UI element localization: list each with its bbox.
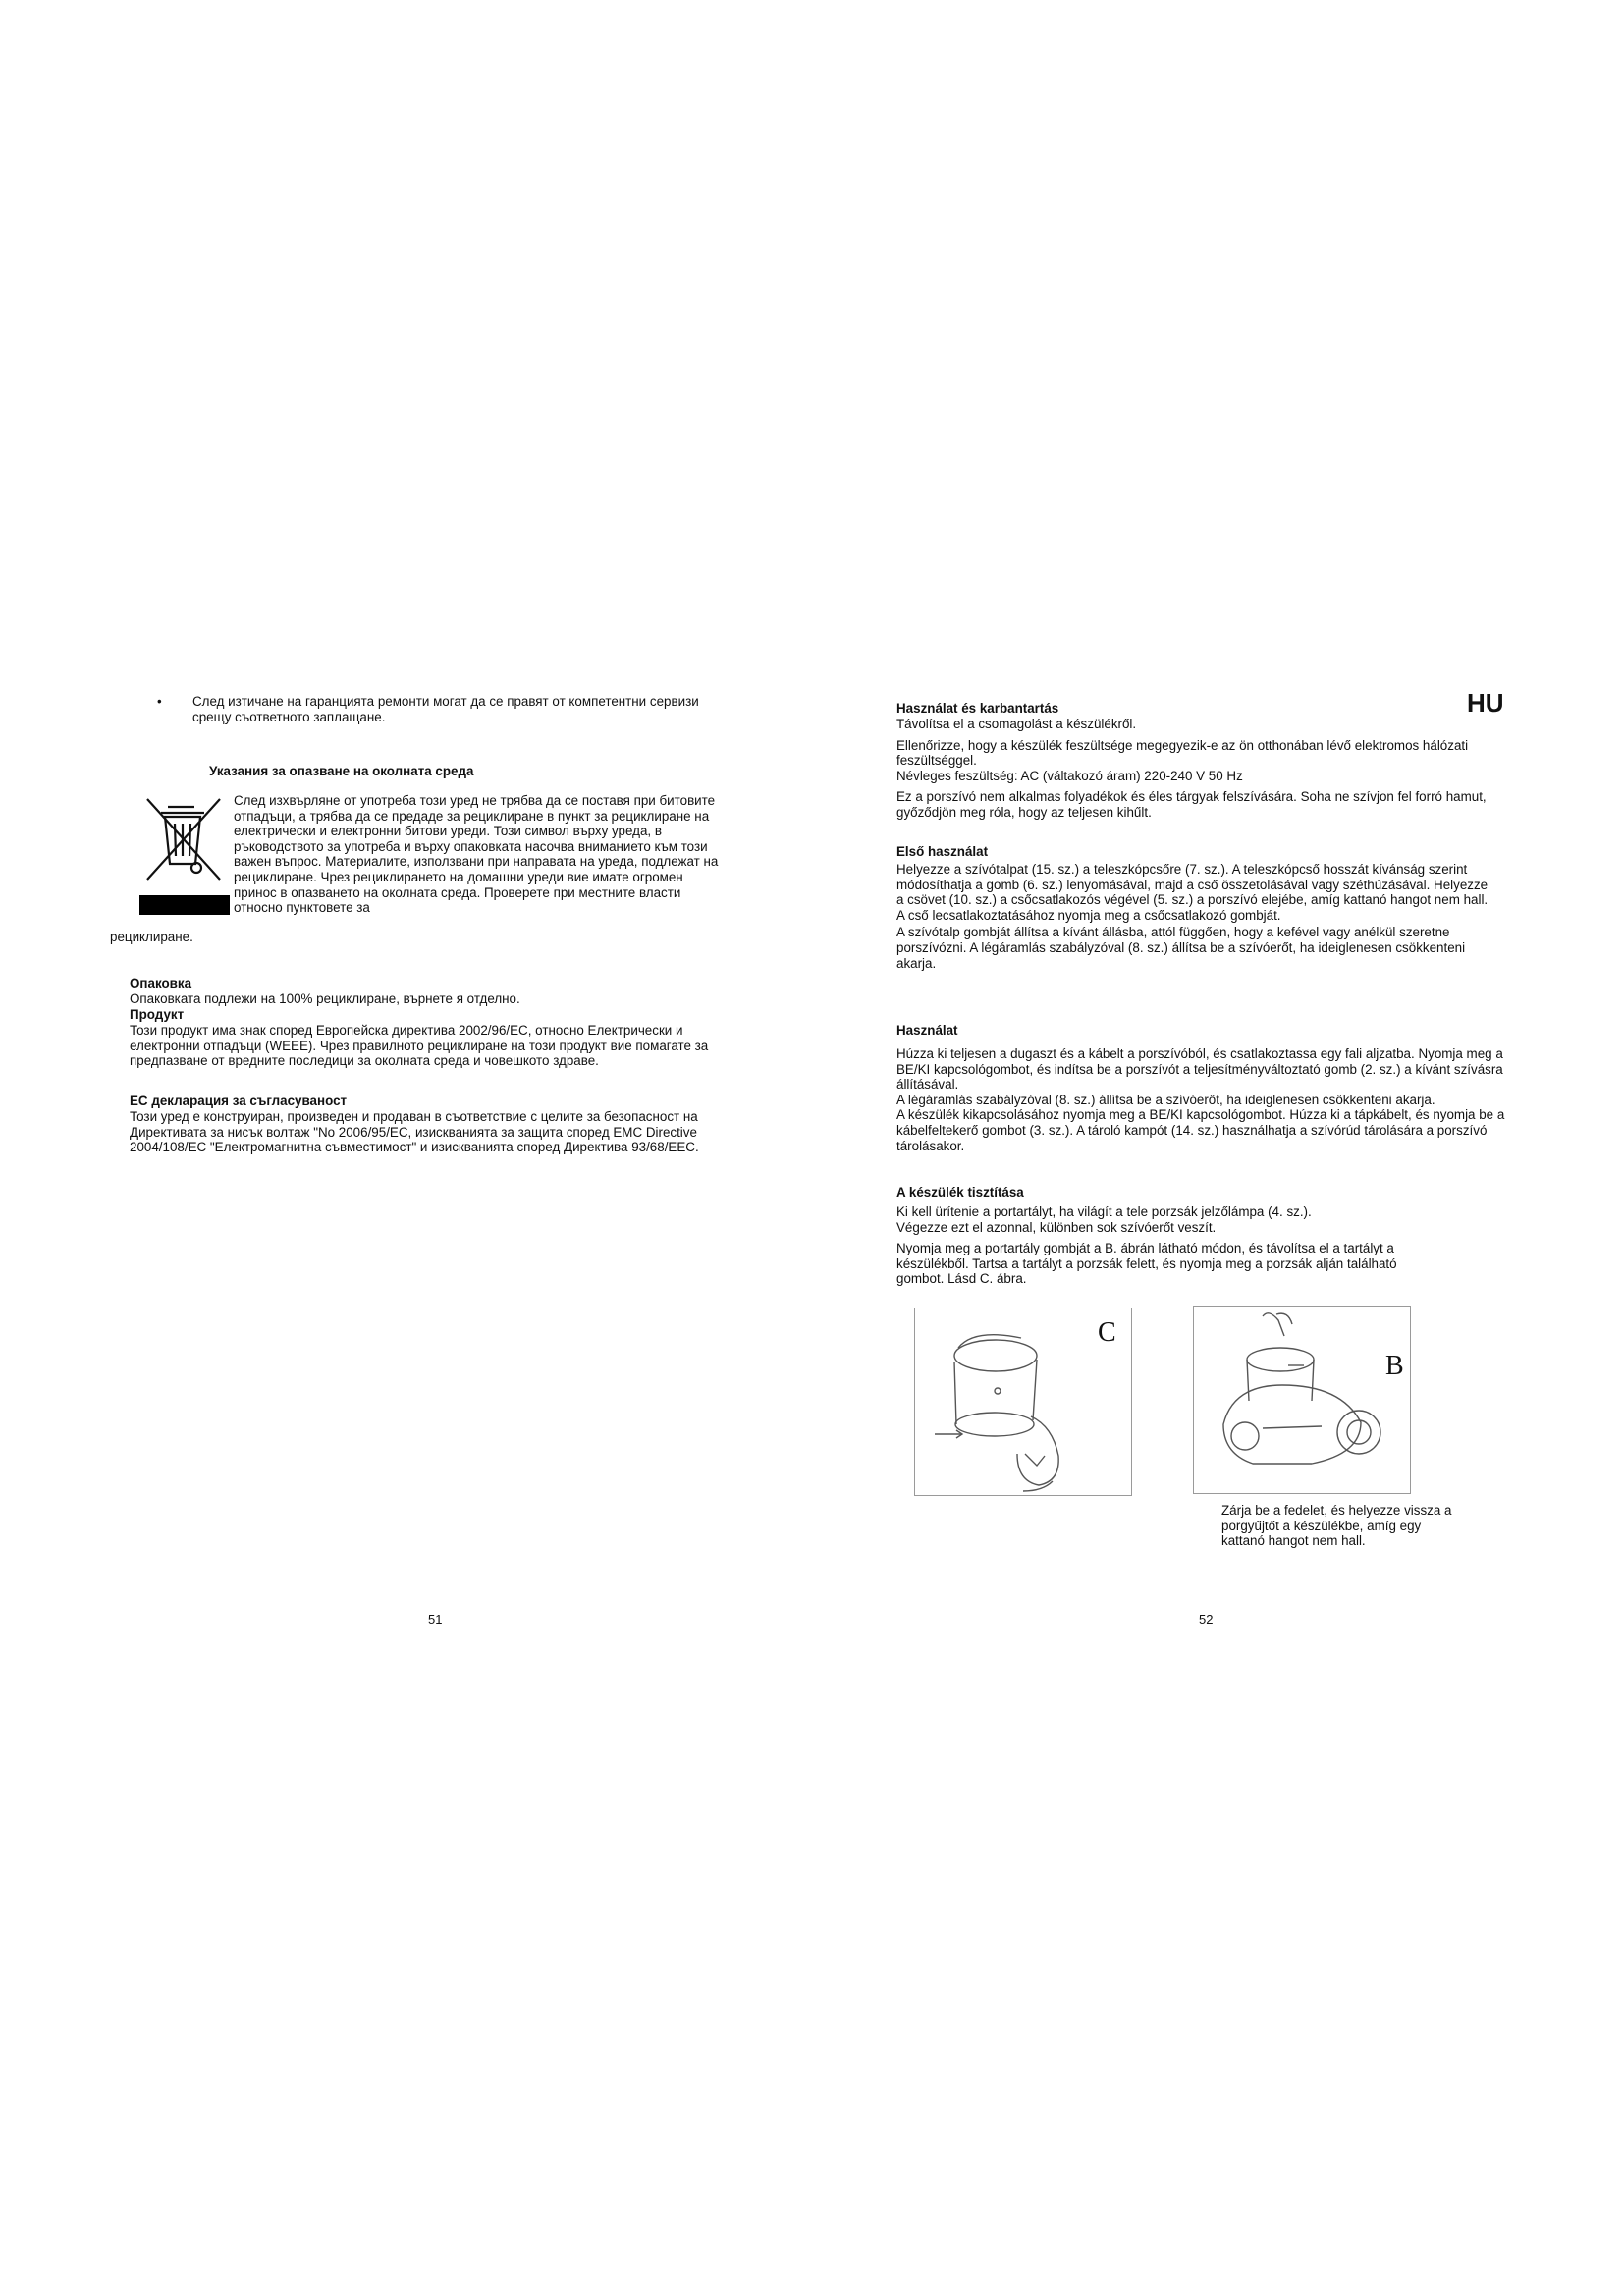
um-paragraph: Ellenőrizze, hogy a készülék feszültsége megegyezik-e az ön otthonában lévő elektromos hálózati feszültséggel.: [896, 737, 1469, 769]
cl-paragraph: Ki kell ürítenie a portartályt, ha világít a tele porzsák jelzőlámpa (4. sz.).: [896, 1204, 1312, 1219]
fu-paragraph: Helyezze a szívótalpat (15. sz.) a teleszkópcsőre (7. sz.). A teleszkópcső hosszát kívánság szerint módosíthatja a gomb (6. sz.) lenyomásával, majd a cső összetolásával vagy széthúzásával. Helyezze a csövet (10. sz.) a csőcsatlakozós végével (5. sz.) a porszívó elejébe, amíg kattanó hangot nem hall. A cső lecsatlakoztatásához nyomja meg a csőcsatlakozó gombját.: [896, 862, 1489, 923]
figure-c-label: C: [1098, 1317, 1116, 1348]
use-text: [896, 1046, 1517, 1153]
use-maintenance-heading: Használat és karbantartás: [896, 701, 1059, 716]
language-code: HU: [1467, 688, 1504, 718]
packaging-text: Опаковката подлежи на 100% рециклиране, върнете я отделно.: [130, 991, 520, 1006]
um-paragraph: Névleges feszültség: AC (váltakozó áram) 220-240 V 50 Hz: [896, 768, 1243, 783]
vacuum-cleaner-illustration: [1194, 1307, 1409, 1492]
ec-text: Този уред е конструиран, произведен и продаван в съответствие с целите за безопасност на Директивата за нисък волтаж "No 2006/95/EC, изискванията за защита според EMC Directive 2004/108/EC "Електромагнитна съвместимост" и изискванията според Директива 93/68/EEC.: [130, 1109, 699, 1155]
ec-heading: ЕС декларация за съгласуваност: [130, 1094, 348, 1108]
bullet-symbol: •: [157, 694, 162, 709]
use-maintenance-text: [896, 717, 1515, 821]
use-paragraph: A készülék kikapcsolásához nyomja meg a BE/KI kapcsológombot. Húzza ki a tápkábelt, és nyomja be a kábelfeltekerő gombot (3. sz.). A tároló kampót (14. sz.) használhatja a szívórúd tárolására a porszívó tárolásakor.: [896, 1107, 1505, 1153]
crossed-out-wheelie-bin-icon: [137, 793, 232, 917]
fu-paragraph: A szívótalp gombját állítsa a kívánt állásba, attól függően, hogy a kefével vagy anélkül szeretne porszívózni. A légáramlás szabályzóval (8. sz.) állítsa be a szívóerőt, ha ideiglenesen csökkenteni akarja.: [896, 925, 1466, 971]
figure-b-label: B: [1385, 1351, 1404, 1381]
cl-paragraph: Végezze ezt el azonnal, különben sok szívóerőt veszít.: [896, 1219, 1217, 1235]
first-use-text: [896, 862, 1497, 971]
packaging-heading: Опаковка: [130, 976, 192, 990]
product-text: Този продукт има знак според Европейска директива 2002/96/ЕС, относно Електрически и електронни отпадъци (WEEE). Чрез правилното рециклиране на този продукт вие помагате за предпазване от вредните последици за околната среда и човешкото здраве.: [130, 1023, 709, 1069]
page-number-right: 52: [1199, 1612, 1214, 1627]
product-heading: Продукт: [130, 1007, 185, 1022]
warranty-bullet-text: След изтичане на гаранцията ремонти могат да се правят от компетентни сервизи срещу съответното заплащане.: [192, 694, 699, 724]
um-paragraph: Ez a porszívó nem alkalmas folyadékok és éles tárgyak felszívására. Soha ne szívjon fel forró hamut, győződjön meg róla, hogy az teljesen kihűlt.: [896, 789, 1487, 820]
cl-paragraph: Nyomja meg a portartály gombját a B. ábrán látható módon, és távolítsa el a tartályt a készülékből. Tartsa a tartályt a porzsák felett, és nyomja meg a porzsák alján található gombot. Lásd C. ábra.: [896, 1241, 1397, 1287]
weee-symbol: [137, 793, 232, 917]
use-paragraph: Húzza ki teljesen a dugaszt és a kábelt a porszívóból, és csatlakoztassa egy fali aljzatba. Nyomja meg a BE/KI kapcsológombot, és indítsa be a porszívót a teljesítményváltoztató gomb (2. sz.) a kívánt szívásra állításával.: [896, 1046, 1503, 1093]
env-text-end: рециклиране.: [110, 930, 193, 944]
cleaning-text: [896, 1204, 1407, 1287]
env-heading: Указания за опазване на околната среда: [209, 764, 474, 778]
page-number-left: 51: [428, 1612, 443, 1627]
env-text: След изхвърляне от употреба този уред не трябва да се поставя при битовите отпадъци, а трябва да се предаде за рециклиране в пункт за рециклиране на електрически и електронни битови уреди. Този символ върху уреда, в ръководството за употреба и върху опаковката насочва вниманието към този важен въпрос. Материалите, използвани при направата на уреда, подлежат на рециклиране. Чрез рециклирането на домашни уреди вие имате огромен принос в опазването на околната среда. Проверете при местните власти относно пунктовете за: [234, 793, 719, 916]
figure-b: [1193, 1306, 1411, 1494]
use-heading: Használat: [896, 1023, 958, 1038]
figure-c: [914, 1308, 1132, 1496]
cleaning-heading: A készülék tisztítása: [896, 1185, 1024, 1200]
first-use-heading: Első használat: [896, 844, 989, 859]
figure-caption: Zárja be a fedelet, és helyezze vissza a porgyűjtőt a készülékbe, amíg egy kattanó hangot nem hall.: [1221, 1503, 1452, 1549]
use-paragraph: A légáramlás szabályzóval (8. sz.) állítsa be a szívóerőt, ha ideiglenesen csökkenteni akarja.: [896, 1092, 1435, 1107]
um-paragraph: Távolítsa el a csomagolást a készülékről.: [896, 717, 1137, 731]
